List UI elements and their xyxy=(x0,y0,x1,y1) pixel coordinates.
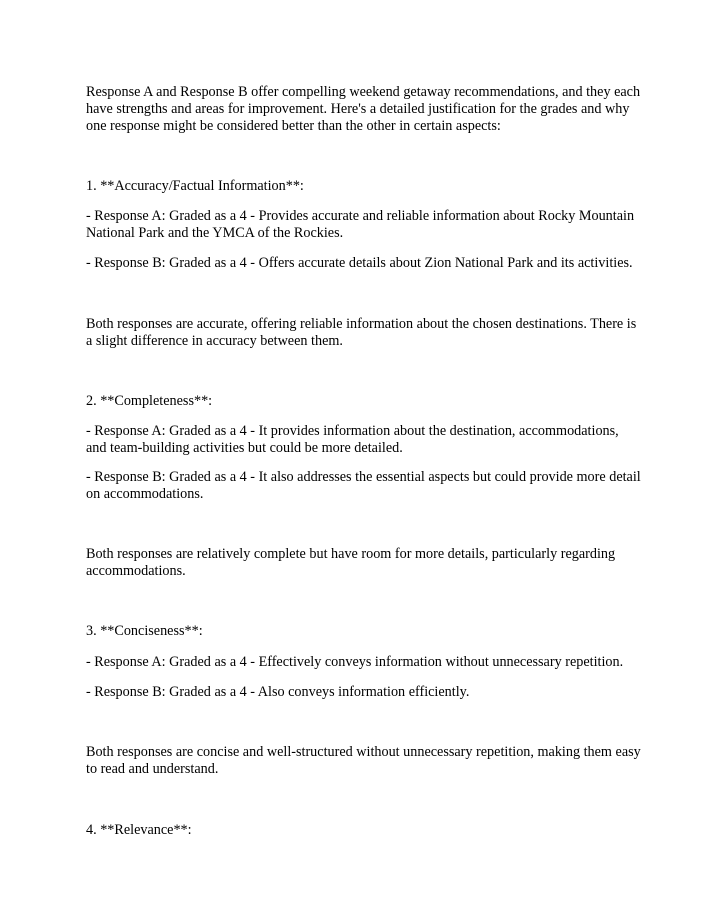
section-heading-accuracy: 1. **Accuracy/Factual Information**: xyxy=(86,178,304,194)
section-heading-completeness: 2. **Completeness**: xyxy=(86,393,213,409)
conciseness-response-b: - Response B: Graded as a 4 - Also conveys information efficiently. xyxy=(86,684,470,700)
completeness-summary: Both responses are relatively complete but have room for more details, particularly regarding accommodations. xyxy=(86,546,616,579)
completeness-response-b: - Response B: Graded as a 4 - It also addresses the essential aspects but could provide more detail on accommodations. xyxy=(86,469,641,502)
intro-paragraph: Response A and Response B offer compelling weekend getaway recommendations, and they each have strengths and areas for improvement. Here's a detailed justification for the grades and why one response might be considered better than the other in certain aspects: xyxy=(86,84,641,134)
conciseness-summary: Both responses are concise and well-structured without unnecessary repetition, making them easy to read and understand. xyxy=(86,744,641,777)
accuracy-response-b: - Response B: Graded as a 4 - Offers accurate details about Zion National Park and its activities. xyxy=(86,255,633,271)
accuracy-summary: Both responses are accurate, offering reliable information about the chosen destinations. There is a slight difference in accuracy between them. xyxy=(86,316,637,349)
accuracy-response-a: - Response A: Graded as a 4 - Provides accurate and reliable information about Rocky Mountain National Park and the YMCA of the Rockies. xyxy=(86,208,635,241)
completeness-response-a: - Response A: Graded as a 4 - It provides information about the destination, accommodations, and team-building activities but could be more detailed. xyxy=(86,423,619,456)
section-heading-conciseness: 3. **Conciseness**: xyxy=(86,623,203,639)
section-heading-relevance: 4. **Relevance**: xyxy=(86,822,192,838)
conciseness-response-a: - Response A: Graded as a 4 - Effectively conveys information without unnecessary repetition. xyxy=(86,654,624,670)
